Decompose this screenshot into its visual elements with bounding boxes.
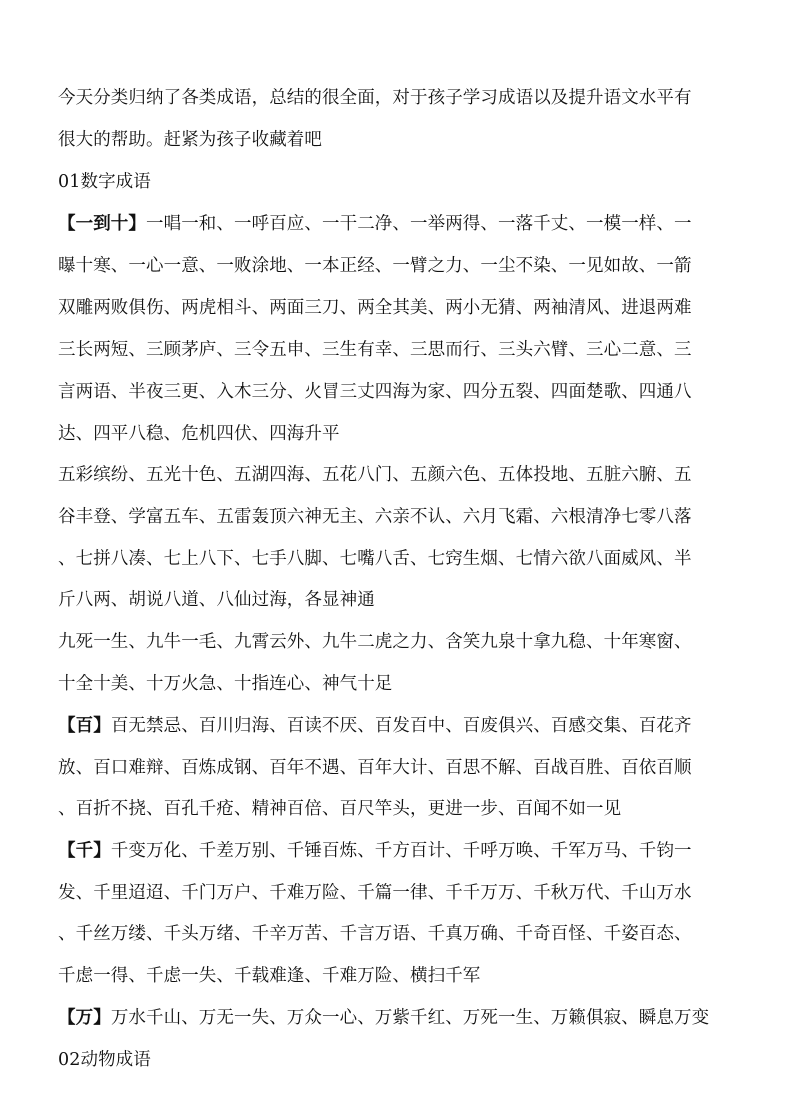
paragraph-line: 双雕两败俱伤、两虎相斗、两面三刀、两全其美、两小无猜、两袖清风、进退两难 (58, 298, 692, 318)
label-ten-thousand: 【万】 (58, 1008, 111, 1028)
paragraph-line: 、七拼八凑、七上八下、七手八脚、七嘴八舌、七窍生烟、七情六欲八面威风、半 (58, 549, 692, 569)
text-one-to-ten: 一唱一和、一呼百应、一干二净、一举两得、一落千丈、一模一样、一 (146, 214, 692, 234)
paragraph-line: 放、百口难辩、百炼成钢、百年不遇、百年大计、百思不解、百战百胜、百依百顺 (58, 758, 692, 778)
intro-line-2: 很大的帮助。赶紧为孩子收藏着吧 (58, 130, 322, 150)
paragraph-ten-thousand-line (58, 1008, 709, 1028)
paragraph-line: 斤八两、胡说八道、八仙过海，各显神通 (58, 590, 375, 610)
paragraph-line: 十全十美、十万火急、十指连心、神气十足 (58, 674, 393, 694)
paragraph-line: 发、千里迢迢、千门万户、千难万险、千篇一律、千千万万、千秋万代、千山万水 (58, 883, 692, 903)
paragraph-hundred-line (58, 716, 692, 736)
paragraph-line: 、百折不挠、百孔千疮、精神百倍、百尺竿头，更进一步、百闻不如一见 (58, 799, 622, 819)
label-hundred: 【百】 (58, 716, 111, 736)
paragraph-line: 曝十寒、一心一意、一败涂地、一本正经、一臂之力、一尘不染、一见如故、一箭 (58, 256, 692, 276)
section-heading-animals: 02动物成语 (58, 1050, 151, 1070)
paragraph-line: 谷丰登、学富五车、五雷轰顶六神无主、六亲不认、六月飞霜、六根清净七零八落 (58, 507, 692, 527)
paragraph-line: 、千丝万缕、千头万绪、千辛万苦、千言万语、千真万确、千奇百怪、千姿百态、 (58, 924, 692, 944)
paragraph-one-to-ten-line (58, 214, 692, 234)
section-heading-numbers: 01数字成语 (58, 172, 151, 192)
text-thousand: 千变万化、千差万别、千锤百炼、千方百计、千呼万唤、千军万马、千钧一 (110, 841, 692, 861)
label-one-to-ten: 【一到十】 (58, 214, 146, 234)
text-ten-thousand: 万水千山、万无一失、万众一心、万紫千红、万死一生、万籁俱寂、瞬息万变 (110, 1008, 710, 1028)
paragraph-line: 千虑一得、千虑一失、千载难逢、千难万险、横扫千军 (58, 966, 481, 986)
paragraph-line: 三长两短、三顾茅庐、三令五申、三生有幸、三思而行、三头六臂、三心二意、三 (58, 340, 692, 360)
paragraph-line: 九死一生、九牛一毛、九霄云外、九牛二虎之力、含笑九泉十拿九稳、十年寒窗、 (58, 632, 692, 652)
text-hundred: 百无禁忌、百川归海、百读不厌、百发百中、百废俱兴、百感交集、百花齐 (110, 716, 692, 736)
paragraph-line: 五彩缤纷、五光十色、五湖四海、五花八门、五颜六色、五体投地、五脏六腑、五 (58, 465, 692, 485)
intro-line-1: 今天分类归纳了各类成语，总结的很全面，对于孩子学习成语以及提升语文水平有 (58, 88, 692, 108)
paragraph-line: 达、四平八稳、危机四伏、四海升平 (58, 424, 340, 444)
label-thousand: 【千】 (58, 841, 111, 861)
paragraph-line: 言两语、半夜三更、入木三分、火冒三丈四海为家、四分五裂、四面楚歌、四通八 (58, 382, 692, 402)
paragraph-thousand-line (58, 841, 692, 861)
